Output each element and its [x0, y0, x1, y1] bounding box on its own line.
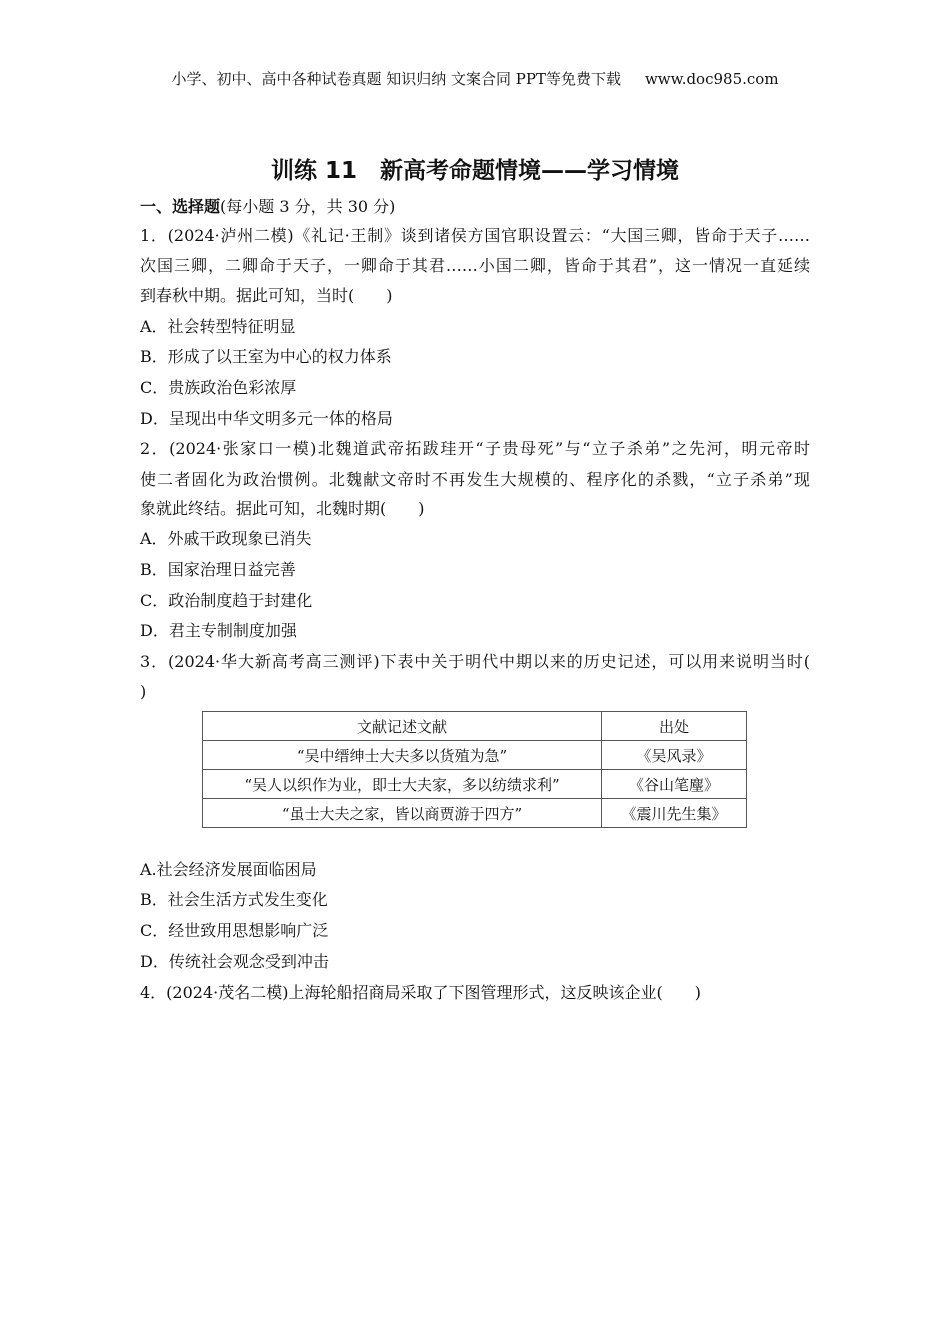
table-row — [203, 799, 747, 828]
table-row — [203, 741, 747, 770]
table-header: 文献记述文献 — [203, 712, 602, 741]
q2-option-d: D．君主专制制度加强 — [140, 621, 297, 640]
q3-line: ) — [140, 682, 147, 701]
section-label: 一、选择题 — [140, 197, 221, 216]
table-cell: 《谷山笔麈》 — [602, 770, 747, 799]
section-heading — [140, 197, 395, 217]
section-note: (每小题 3 分，共 30 分) — [220, 197, 396, 216]
q2-option-c: C．政治制度趋于封建化 — [140, 591, 313, 610]
q2-line: 使二者固化为政治惯例。北魏献文帝时不再发生大规模的、程序化的杀戮，“立子杀弟”现 — [140, 470, 810, 489]
table-cell: 《吴风录》 — [602, 741, 747, 770]
q3-option-a: A.社会经济发展面临困局 — [140, 860, 317, 879]
q1-line: 1．(2024·泸州二模)《礼记·王制》谈到诸侯方国官职设置云：“大国三卿，皆命于天子…… — [140, 226, 810, 245]
q1-line: 次国三卿，二卿命于天子，一卿命于其君……小国二卿，皆命于其君”，这一情况一直延续 — [140, 256, 810, 275]
q2-option-b: B．国家治理日益完善 — [140, 560, 296, 579]
q1-line: 到春秋中期。据此可知，当时( ) — [140, 286, 393, 305]
page-header — [0, 68, 950, 89]
page-title: 训练 11 新高考命题情境——学习情境 — [270, 158, 679, 184]
table-cell: “虽士大夫之家，皆以商贾游于四方” — [203, 799, 602, 828]
q1-option-c: C．贵族政治色彩浓厚 — [140, 378, 297, 397]
header-url[interactable]: www.doc985.com — [644, 70, 779, 88]
q1-option-b: B．形成了以王室为中心的权力体系 — [140, 347, 392, 366]
q1-option-d: D．呈现出中华文明多元一体的格局 — [140, 409, 393, 428]
q2-option-a: A．外戚干政现象已消失 — [140, 529, 312, 548]
q1-option-a: A．社会转型特征明显 — [140, 317, 296, 336]
q3-option-d: D．传统社会观念受到冲击 — [140, 952, 329, 971]
q2-line: 2．(2024·张家口一模)北魏道武帝拓跋珪开“子贵母死”与“立子杀弟”之先河，明元帝时 — [140, 439, 810, 458]
q3-option-c: C．经世致用思想影响广泛 — [140, 921, 329, 940]
q3-option-b: B．社会生活方式发生变化 — [140, 890, 328, 909]
q2-line: 象就此终结。据此可知，北魏时期( ) — [140, 499, 425, 518]
q3-table — [202, 711, 747, 828]
q4-line: 4．(2024·茂名二模)上海轮船招商局采取了下图管理形式，这反映该企业( ) — [140, 983, 701, 1002]
table-header: 出处 — [602, 712, 747, 741]
table-cell: “吴中缙绅士大夫多以货殖为急” — [203, 741, 602, 770]
q3-line: 3．(2024·华大新高考高三测评)下表中关于明代中期以来的历史记述，可以用来说明当时( — [140, 652, 810, 671]
table-row — [203, 770, 747, 799]
table-cell: “吴人以织作为业，即士大夫家，多以纺绩求利” — [203, 770, 602, 799]
table-header-row — [203, 712, 747, 741]
header-text: 小学、初中、高中各种试卷真题 知识归纳 文案合同 PPT等免费下载 — [171, 70, 621, 88]
table-cell: 《震川先生集》 — [602, 799, 747, 828]
